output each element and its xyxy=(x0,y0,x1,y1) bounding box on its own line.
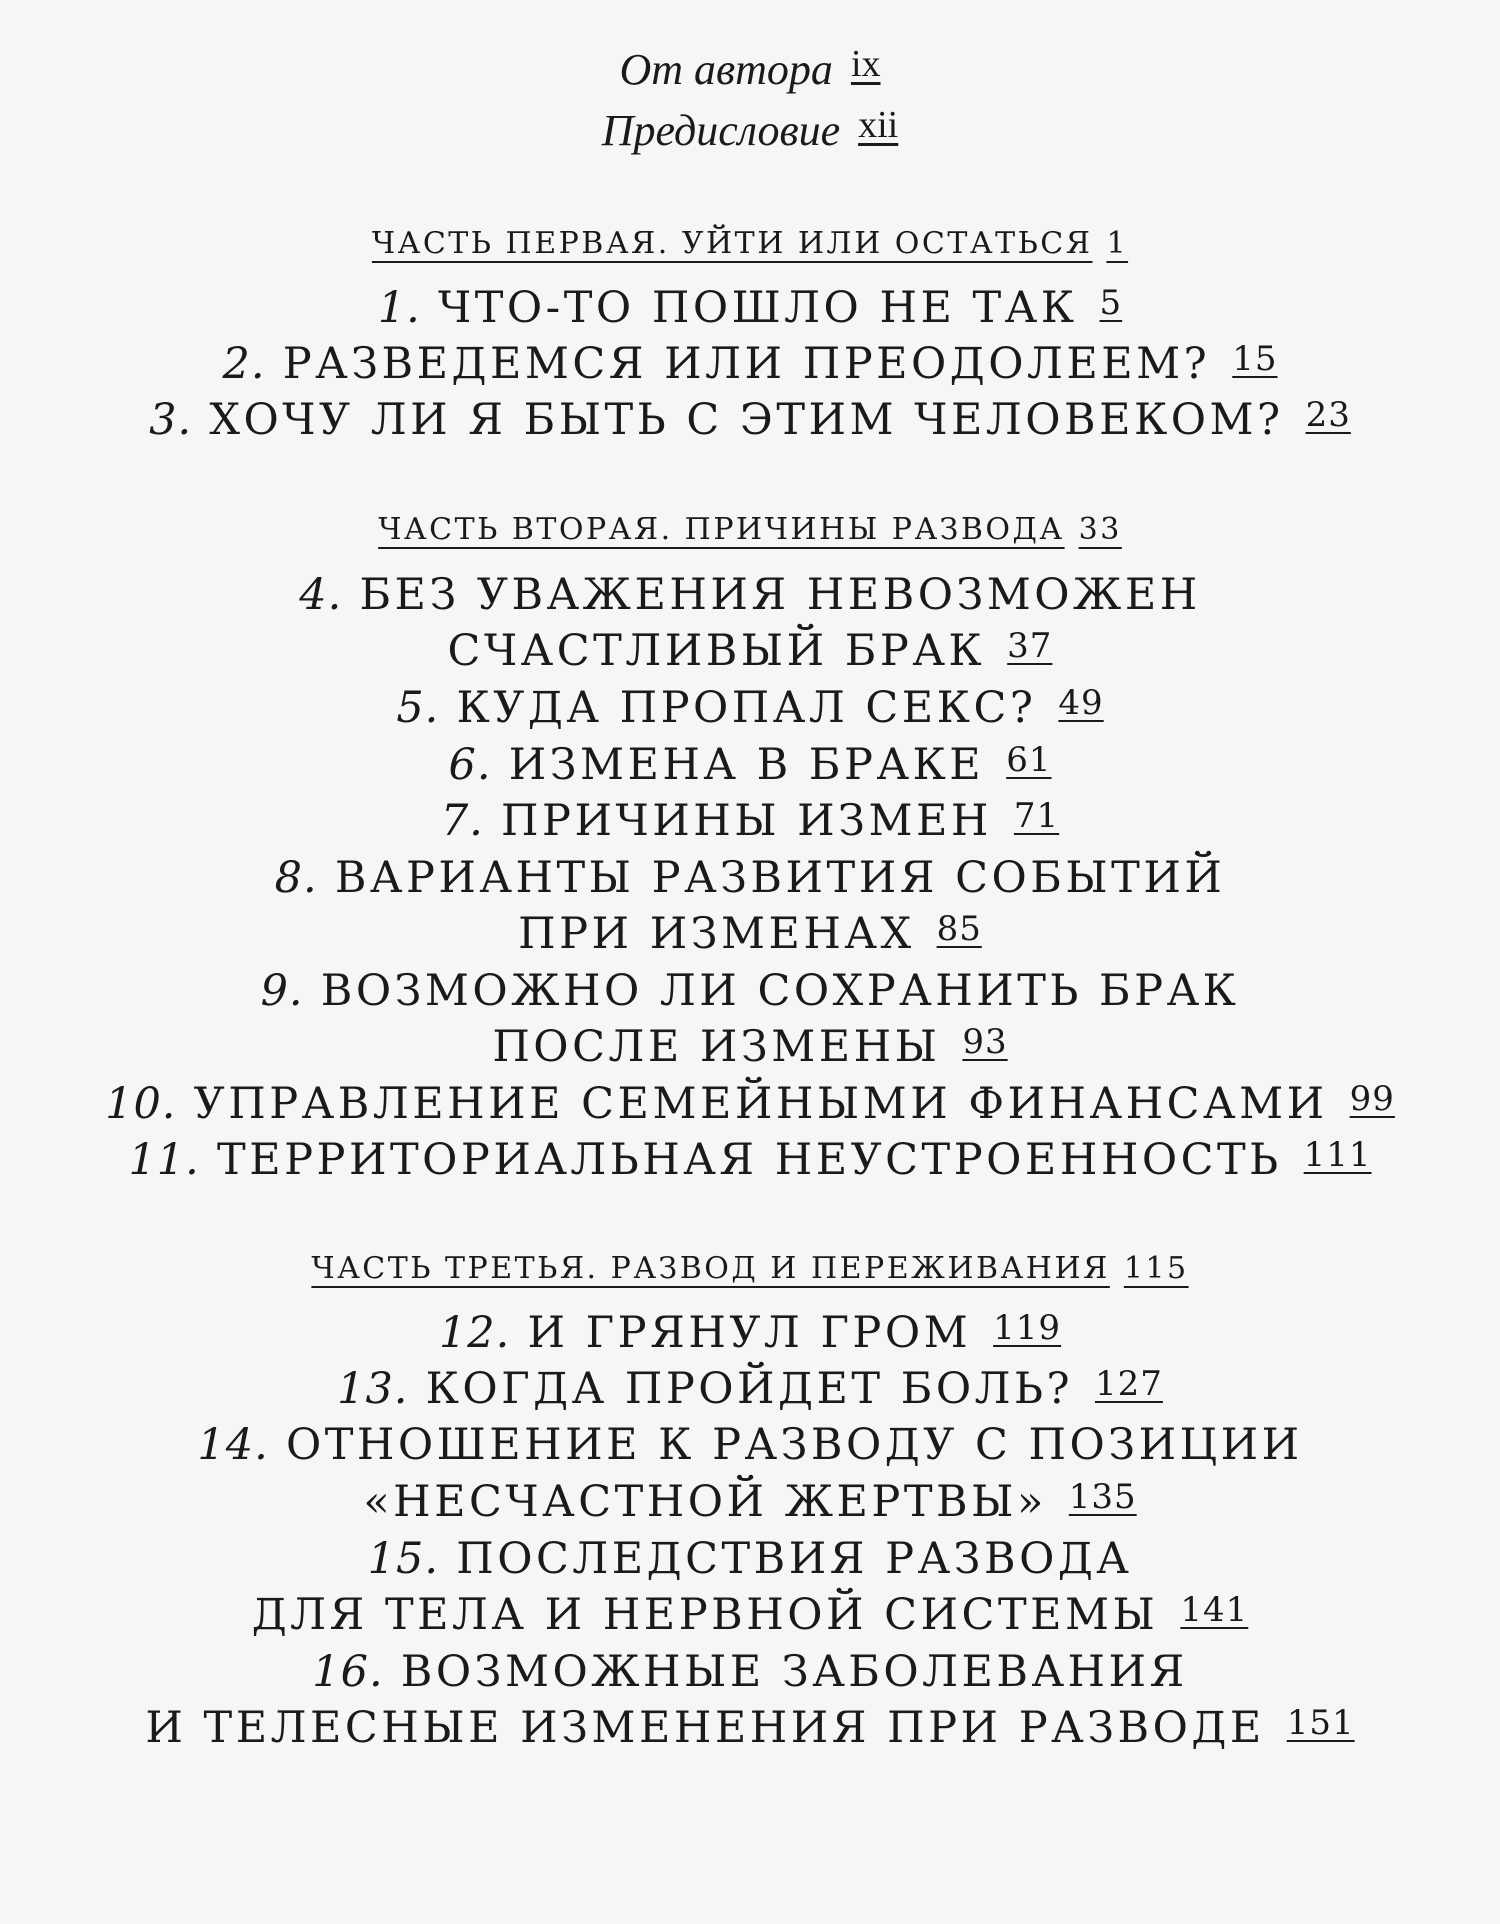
page-number: 127 xyxy=(1095,1364,1163,1404)
entry-title: Предисловие xyxy=(601,106,841,155)
toc-chapter-7 xyxy=(0,796,1500,846)
chapter-title: И ГРЯНУЛ ГРОМ xyxy=(527,1308,972,1358)
page-number: 111 xyxy=(1303,1135,1372,1175)
part-heading-3 xyxy=(0,1251,1500,1286)
chapter-title: ТЕРРИТОРИАЛЬНАЯ НЕУСТРОЕННОСТЬ xyxy=(217,1135,1282,1185)
chapter-title: ПРИЧИНЫ ИЗМЕН xyxy=(501,796,992,846)
chapter-title-line-2: СЧАСТЛИВЫЙ БРАК xyxy=(447,626,986,676)
toc-chapter-11 xyxy=(0,1135,1500,1185)
chapter-number: 13. xyxy=(337,1364,409,1414)
chapter-title-line-1: ВАРИАНТЫ РАЗВИТИЯ СОБЫТИЙ xyxy=(334,853,1226,903)
part-title: ЧАСТЬ ВТОРАЯ. ПРИЧИНЫ РАЗВОДА xyxy=(378,512,1065,547)
page-number: 119 xyxy=(993,1308,1062,1348)
toc-chapter-2 xyxy=(0,339,1500,389)
chapter-number: 6. xyxy=(448,740,492,790)
chapter-number: 10. xyxy=(105,1079,177,1129)
toc-chapter-4-continued xyxy=(0,626,1500,676)
toc-chapter-9 xyxy=(0,966,1500,1016)
toc-chapter-14-continued xyxy=(0,1477,1500,1527)
page-number: xii xyxy=(858,104,899,146)
part-title: ЧАСТЬ ПЕРВАЯ. УЙТИ ИЛИ ОСТАТЬСЯ xyxy=(371,226,1093,261)
chapter-title-line-2: И ТЕЛЕСНЫЕ ИЗМЕНЕНИЯ ПРИ РАЗВОДЕ xyxy=(145,1703,1265,1753)
toc-chapter-8 xyxy=(0,853,1500,903)
toc-chapter-14 xyxy=(0,1420,1500,1470)
chapter-number: 7. xyxy=(440,796,484,846)
toc-chapter-1 xyxy=(0,283,1500,333)
chapter-number: 9. xyxy=(260,966,304,1016)
chapter-number: 8. xyxy=(274,853,318,903)
page-number: 1 xyxy=(1106,226,1129,261)
page-number: 115 xyxy=(1123,1251,1189,1286)
chapter-number: 3. xyxy=(149,395,193,445)
page-number: 135 xyxy=(1068,1477,1137,1517)
toc-chapter-15 xyxy=(0,1534,1500,1584)
chapter-title: УПРАВЛЕНИЕ СЕМЕЙНЫМИ ФИНАНСАМИ xyxy=(193,1079,1328,1129)
chapter-title-line-2: «НЕСЧАСТНОЙ ЖЕРТВЫ» xyxy=(363,1477,1047,1527)
chapter-number: 4. xyxy=(299,570,343,620)
part-heading-2 xyxy=(0,512,1500,547)
toc-chapter-13 xyxy=(0,1364,1500,1414)
page-number: 15 xyxy=(1232,339,1278,379)
chapter-title-line-1: БЕЗ УВАЖЕНИЯ НЕВОЗМОЖЕН xyxy=(359,570,1201,620)
toc-chapter-8-continued xyxy=(0,909,1500,959)
toc-chapter-4 xyxy=(0,570,1500,620)
chapter-title: ИЗМЕНА В БРАКЕ xyxy=(508,740,985,790)
chapter-number: 1. xyxy=(377,283,421,333)
chapter-number: 14. xyxy=(197,1420,269,1470)
page-number: 141 xyxy=(1180,1590,1249,1630)
toc-chapter-10 xyxy=(0,1079,1500,1129)
chapter-title: КОГДА ПРОЙДЕТ БОЛЬ? xyxy=(425,1364,1073,1414)
chapter-number: 2. xyxy=(222,339,266,389)
toc-chapter-16-continued xyxy=(0,1703,1500,1753)
part-title: ЧАСТЬ ТРЕТЬЯ. РАЗВОД И ПЕРЕЖИВАНИЯ xyxy=(311,1251,1110,1286)
page-number: 23 xyxy=(1305,395,1351,435)
page-number: 37 xyxy=(1007,626,1053,666)
toc-chapter-12 xyxy=(0,1308,1500,1358)
chapter-title: ХОЧУ ЛИ Я БЫТЬ С ЭТИМ ЧЕЛОВЕКОМ? xyxy=(209,395,1284,445)
toc-chapter-16 xyxy=(0,1647,1500,1697)
toc-chapter-3 xyxy=(0,395,1500,445)
chapter-number: 16. xyxy=(312,1647,384,1697)
page-number: 93 xyxy=(962,1022,1008,1062)
toc-entry-preface xyxy=(0,103,1500,156)
page-number: 33 xyxy=(1078,512,1122,547)
page-number: 85 xyxy=(936,909,982,949)
chapter-title: РАЗВЕДЕМСЯ ИЛИ ПРЕОДОЛЕЕМ? xyxy=(282,339,1211,389)
toc-chapter-6 xyxy=(0,740,1500,790)
chapter-number: 5. xyxy=(396,683,440,733)
toc-entry-from-author xyxy=(0,42,1500,95)
chapter-title-line-2: ДЛЯ ТЕЛА И НЕРВНОЙ СИСТЕМЫ xyxy=(251,1590,1159,1640)
chapter-title-line-1: ПОСЛЕДСТВИЯ РАЗВОДА xyxy=(456,1534,1133,1584)
part-heading-1 xyxy=(0,226,1500,261)
toc-chapter-9-continued xyxy=(0,1022,1500,1072)
toc-chapter-5 xyxy=(0,683,1500,733)
chapter-number: 11. xyxy=(128,1135,200,1185)
page-number: ix xyxy=(850,43,881,85)
chapter-title-line-2: ПРИ ИЗМЕНАХ xyxy=(518,909,915,959)
chapter-number: 12. xyxy=(438,1308,511,1358)
page-number: 71 xyxy=(1013,796,1060,836)
chapter-title-line-2: ПОСЛЕ ИЗМЕНЫ xyxy=(492,1022,941,1072)
chapter-number: 15. xyxy=(367,1534,440,1584)
toc-chapter-15-continued xyxy=(0,1590,1500,1640)
chapter-title-line-1: ВОЗМОЖНО ЛИ СОХРАНИТЬ БРАК xyxy=(320,966,1240,1016)
entry-title: От автора xyxy=(619,45,833,94)
chapter-title-line-1: ОТНОШЕНИЕ К РАЗВОДУ С ПОЗИЦИИ xyxy=(285,1420,1303,1470)
chapter-title: ЧТО-ТО ПОШЛО НЕ ТАК xyxy=(438,283,1078,333)
page-number: 99 xyxy=(1349,1079,1395,1119)
page-number: 49 xyxy=(1058,683,1104,723)
page-number: 151 xyxy=(1286,1703,1355,1743)
page-number: 61 xyxy=(1006,740,1052,780)
chapter-title-line-1: ВОЗМОЖНЫЕ ЗАБОЛЕВАНИЯ xyxy=(400,1647,1188,1697)
chapter-title: КУДА ПРОПАЛ СЕКС? xyxy=(456,683,1037,733)
page-number: 5 xyxy=(1099,283,1123,323)
